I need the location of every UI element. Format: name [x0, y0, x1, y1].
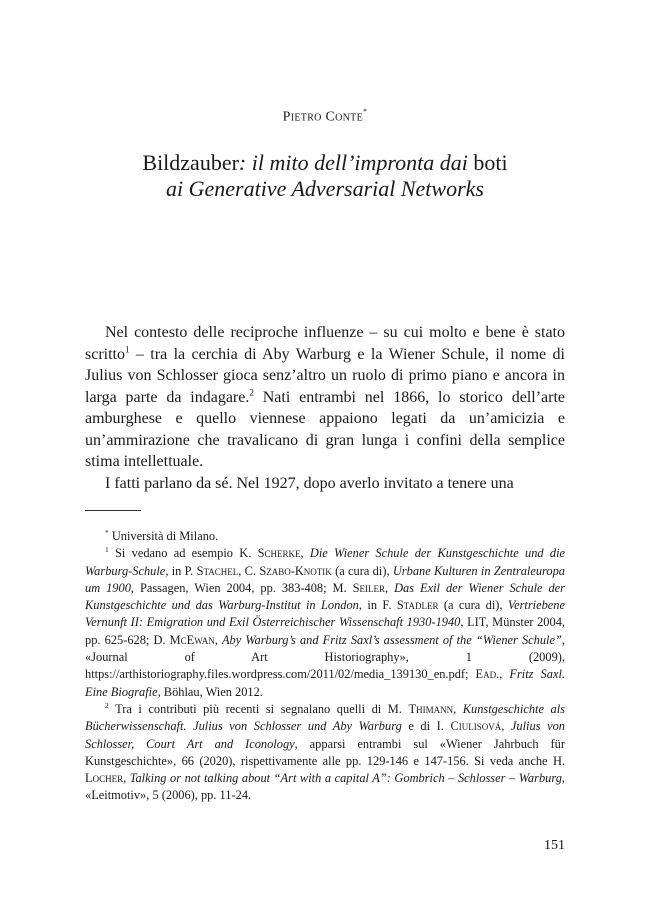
footnote-2 [85, 701, 565, 805]
fn-work-title: Talking or not talking about “Art with a capital A”: Gombrich – Schlosser – Warburg [129, 771, 562, 786]
fn-author: Thimann [408, 701, 454, 716]
fn-author: Scherke [257, 546, 301, 561]
body-text-run: – tra la cerchia di Aby Warburg e la Wiener Schule, il nome di Julius von Schlosser gioca senz’altro un ruolo di primo piano e ancora in larga parte da indagare. [85, 345, 565, 406]
fn-run: Tra i contributi più recenti si segnalano quelli di M. [108, 701, 409, 716]
body-paragraph-1 [85, 322, 565, 473]
footnote-mark: * [105, 527, 109, 537]
fn-run: , in P. [165, 563, 197, 578]
chapter-title [90, 150, 560, 202]
fn-run: , [499, 667, 510, 682]
fn-run: , Böhlau, Wien 2012. [157, 684, 263, 699]
fn-run: (a cura di), [438, 598, 508, 613]
body-paragraph-2: I fatti parlano da sé. Nel 1927, dopo averlo invitato a tenere una [105, 474, 514, 492]
fn-run: e di I. [401, 719, 451, 734]
fn-run: , LIT, Münster 2004, pp. 625-628; D. [85, 615, 565, 647]
fn-author: Seiler [352, 580, 386, 595]
fn-run: , «Leitmotiv», 5 (2006), pp. 11-24. [85, 771, 565, 803]
fn-author: Stadler [396, 598, 439, 613]
fn-run: , in F. [358, 598, 397, 613]
body-text [85, 322, 565, 494]
fn-work-title: Fritz Saxl. Eine Biografie [85, 667, 565, 699]
fn-work-title: Das Exil der Wiener Schule der Kunstgeschichte und das Warburg-Institut in London [85, 580, 565, 613]
fn-run: , [385, 580, 395, 595]
fn-author: Szabo-Knotik [259, 563, 332, 578]
footnote-text: Università di Milano. [108, 529, 219, 543]
fn-work-title: Kunstgeschichte als Bücherwissenschaft. Julius von Schlosser und Aby Warburg [85, 701, 565, 734]
footnote-star [85, 528, 565, 545]
fn-run: , [501, 719, 511, 734]
footnote-mark: 1 [105, 545, 109, 555]
footnote-ref-2: 2 [249, 387, 254, 398]
title-part2: : il mito dell’impronta dai [238, 150, 474, 175]
fn-work-title: Die Wiener Schule der Kunstgeschichte und die Warburg-Schule [85, 546, 566, 578]
body-text-run: Nel contesto delle reciproche influenze – su cui molto e bene è stato scritto [85, 324, 565, 363]
author-line [0, 108, 650, 126]
fn-author: McEwan [169, 632, 215, 647]
fn-work-title: Aby Warburg’s and Fritz Saxl’s assessment of the “Wiener Schule” [221, 632, 562, 647]
fn-run: Si vedano ad esempio K. [108, 546, 258, 561]
page-number: 151 [544, 838, 565, 853]
fn-author: Stachel [196, 563, 239, 578]
fn-run: , [453, 701, 463, 716]
fn-run: (a cura di), [331, 563, 393, 578]
footnote-separator [85, 510, 141, 511]
fn-run: , Passagen, Wien 2004, pp. 383-408; M. [130, 580, 353, 595]
footnote-mark: 2 [105, 700, 109, 710]
fn-run: , [123, 771, 130, 786]
title-part4: ai Generative Adversarial Networks [166, 176, 484, 201]
title-part1: Bildzauber [142, 150, 239, 175]
fn-run: , apparsi entrambi sul «Wiener Jahrbuch für Kunstgeschichte», 66 (2020), rispettivamente alle pp. 129-146 e 147-156. Si veda anche H. [85, 736, 565, 768]
fn-author: Ciulisová [450, 719, 502, 734]
author-footnote-mark: * [363, 107, 368, 116]
fn-run: , [214, 632, 222, 647]
fn-author: Ead. [475, 667, 500, 682]
fn-work-title: Vertriebene Vernunft II: Emigration und Exil Österreichischer Wissenschaft 1930-1940 [85, 598, 566, 630]
fn-work-title: Julius von Schlosser, Court Art and Iconology [85, 719, 565, 751]
author-name: Pietro Conte [282, 109, 363, 125]
title-part3: boti [473, 150, 508, 175]
fn-work-title: Urbane Kulturen in Zentraleuropa um 1900 [85, 563, 566, 595]
fn-run: , [300, 546, 310, 561]
footnote-1 [85, 545, 565, 701]
body-text-run: Nati entrambi nel 1866, lo storico dell’arte amburghese e quello viennese appaiono legati da un’amicizia e un’ammirazione che travalicano di gran lunga i confini della semplice stima intellettuale. [85, 388, 566, 470]
fn-run: , C. [238, 563, 260, 578]
fn-run: , «Journal of Art Historiography», 1 (2009), https://arthistoriography.files.wordpress.com/2011/02/media_139130_en.pdf; [85, 632, 565, 682]
fn-author: Locher [85, 771, 124, 786]
footnotes [85, 528, 565, 805]
footnote-ref-1: 1 [125, 344, 130, 355]
